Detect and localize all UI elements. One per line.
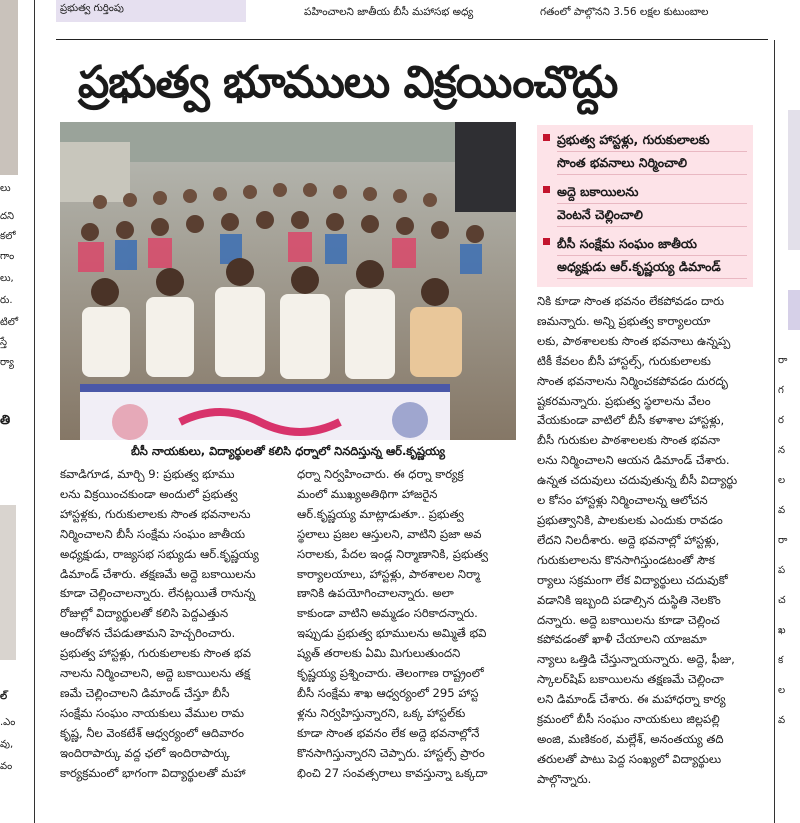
top-text-mid: పహించాలని జాతీయ బీసీ మహాసభ అధ్య — [304, 6, 474, 18]
article-line: సరాలకు, పేదల ఇండ్ల నిర్మాణానికి, ప్రభుత్వ — [297, 546, 488, 561]
article-line: వేయకుండా వాటిలో బీసీ కళాశాల హాస్టళ్లు, — [537, 413, 725, 428]
neighbour-text: వు, — [0, 739, 14, 750]
article-line: ష్యత్ తరాలకు ఏమి మిగులుతుందని — [297, 646, 461, 661]
article-line: భించి 27 సంవత్సరాలు కావస్తున్నా ఒక్కదా — [297, 765, 488, 780]
article-line: మంలో ముఖ్యఅతిథిగా హాజరైన — [297, 486, 438, 501]
article-line: ష్టకరమన్నారు. ప్రభుత్వ స్థలాలను వేలం — [537, 393, 711, 408]
neighbour-text: ర్యా — [0, 357, 14, 368]
highlight-line: వెంటనే చెల్లించాలి — [557, 204, 747, 227]
article-line: కృష్ణ, నీల వెంకటేశ్ ఆధ్వర్యంలో ఆదివారం — [60, 725, 244, 740]
neighbour-text: ఖ — [778, 625, 786, 636]
top-rule — [56, 39, 768, 40]
highlight-item — [543, 129, 747, 175]
article-line: ప్రభుత్వ హాస్టళ్లు, గురుకులాలకు సొంత భవ — [60, 646, 251, 661]
headline: ప్రభుత్వ భూములు విక్రయించొద్దు — [78, 57, 618, 108]
neighbour-text: స్తే — [0, 337, 8, 348]
article-line: ణానికి ఉపయోగించాలన్నారు. అలా — [297, 586, 454, 601]
article-line: స్కాలర్‌షిప్ బకాయిలను తక్షణమే చెల్లించా — [537, 672, 724, 687]
highlight-line: ప్రభుత్వ హాస్టళ్లు, గురుకులాలకు — [557, 129, 747, 152]
article-line: ణమన్నారు. అన్ని ప్రభుత్వ కార్యాలయా — [537, 313, 711, 328]
neighbour-article-left — [0, 0, 40, 823]
article-line: సొంత భవనాలను నిర్మించకపోవడం దురదృ — [537, 373, 728, 388]
column-rule-right — [774, 40, 775, 823]
neighbour-text: రు. — [0, 295, 13, 306]
article-line: కొనసాగిస్తున్నారని చెప్పారు. హాస్టల్స్ ప్రారం — [297, 745, 485, 760]
article-line: కృష్ణయ్య ప్రశ్నించారు. తెలంగాణ రాష్ట్రంలో — [297, 666, 484, 681]
square-bullet-icon — [543, 238, 550, 245]
article-line: లను నిర్మించాలని ఆయన డిమాండ్ చేశారు. — [537, 453, 730, 468]
highlight-item — [543, 233, 747, 279]
highlight-line: అధ్యక్షుడు ఆర్‌.కృష్ణయ్య డిమాండ్ — [557, 256, 747, 279]
neighbour-text: న — [778, 445, 786, 456]
neighbour-article-right — [768, 0, 800, 823]
neighbour-text: చ — [778, 595, 786, 606]
article-line: అంజి, మణికంఠ, మల్లేశ్, అనంతయ్య తది — [537, 731, 724, 746]
article-line: కార్యక్రమంలో భాగంగా విద్యార్థులతో మహా — [60, 765, 246, 780]
article-line: ప్రభుత్వానికి, పాలకులకు ఎందుకు రావడం — [537, 512, 723, 527]
neighbour-text: ల — [778, 685, 786, 696]
neighbour-text: దని — [0, 211, 15, 222]
article-column-2 — [297, 465, 517, 784]
neighbour-photo-top — [0, 0, 18, 175]
article-line: లేదని నిలదీశారు. అద్దె భవనాల్లో హాస్టళ్లు, — [537, 532, 720, 547]
article-line: కాకుండా వాటిని అమ్మడం సరికాదన్నారు. — [297, 606, 478, 621]
neighbour-photo-mid — [0, 505, 16, 660]
neighbour-text: క — [778, 655, 784, 666]
article-line: నాలను నిర్మించాలని, అద్దె బకాయిలను తక్ష — [60, 666, 251, 681]
article-line: కూడా చెల్లించాలన్నారు. లేనట్లయితే రానున్న — [60, 586, 256, 601]
dharna-photo — [60, 122, 516, 440]
article-line: గురుకులాలను కొనసాగిస్తుండటంతో సౌక — [537, 552, 715, 567]
article-line: లకు, పాఠశాలలకు సొంత భవనాలు ఉన్నప్ప — [537, 333, 731, 348]
article-line: ధర్నా నిర్వహించారు. ఈ ధర్నా కార్యక్ర — [297, 467, 464, 481]
article-line: డిమాండ్ చేశారు. తక్షణమే అద్దె బకాయిలను — [60, 566, 256, 581]
article-line: లని డిమాండ్ చేశారు. ఈ మహాధర్నా కార్య — [537, 692, 726, 707]
article-line: కార్యాలయాలు, హాస్టళ్లు, పాఠశాలల నిర్మా — [297, 566, 480, 581]
article-line: లను విక్రయించకుండా అందులో ప్రభుత్వ — [60, 486, 238, 501]
article-line: నిర్మించాలని బీసీ సంక్షేమ సంఘం జాతీయ — [60, 526, 246, 541]
neighbour-photo — [788, 110, 800, 250]
highlight-line: సొంత భవనాలు నిర్మించాలి — [557, 152, 747, 175]
article-line: టికీ కేవలం బీసీ హాస్టల్స్, గురుకులాలకు — [537, 353, 711, 368]
highlight-line: బీసీ సంక్షేమ సంఘం జాతీయ — [557, 233, 747, 256]
article-line: క్రమంలో బీసీ సంఘం నాయకులు జిల్లపల్లి — [537, 712, 720, 727]
article-line: న్యాలు ఒత్తిడి చేస్తున్నాయన్నారు. అద్దె, ఫీజు, — [537, 652, 735, 667]
top-box: ప్రభుత్వ గుర్తింపు — [56, 0, 246, 22]
article-line: స్థలాలు ప్రజల ఆస్తులని, వాటిని ప్రజా అవ — [297, 526, 482, 541]
article-line: కపోవడంతో ఖాళీ చేయాలని యాజమా — [537, 632, 707, 647]
crowd-photo-illustration — [60, 122, 516, 440]
article-line: బీసీ గురుకుల పాఠశాలలకు సొంత భవనా — [537, 433, 720, 448]
article-line: కూడా సొంత భవనం లేక అద్దె భవనాల్లోనే — [297, 725, 480, 740]
article-line: ఆందోళన చేపడుతామని హెచ్చరించారు. — [60, 626, 236, 641]
neighbour-text: రా — [778, 355, 788, 366]
top-text-right: గతంలో పాల్గొనని 3.56 లక్షల కుటుంబాల — [540, 6, 709, 18]
neighbour-text: .ఎం — [0, 717, 16, 728]
article-line: ణమే చెల్లించాలని డిమాండ్ చేస్తూ బీసీ — [60, 685, 230, 700]
article-line: ఆర్‌.కృష్ణయ్య మాట్లాడుతూ.. ప్రభుత్వ — [297, 506, 464, 521]
article-line: రోజుల్లో విద్యార్థులతో కలిసి పెద్దఎత్తున — [60, 606, 229, 621]
neighbour-text: వ — [778, 715, 786, 726]
previous-articles-strip — [56, 0, 768, 28]
square-bullet-icon — [543, 186, 550, 193]
article-line: ల కోసం హాస్టళ్లు నిర్మించాలన్న ఆలోచన — [537, 493, 708, 508]
article-line: పాల్గొన్నారు. — [537, 771, 592, 786]
neighbour-text: లు — [0, 183, 11, 194]
article-column-3 — [537, 292, 759, 790]
photo-caption: బీసీ నాయకులు, విద్యార్థులతో కలిసి ధర్నాలో నినదిస్తున్న ఆర్‌.కృష్ణయ్య — [60, 440, 516, 462]
neighbour-text: ర — [778, 415, 784, 426]
article-line: వడానికి ఇబ్బంది పడాల్సిన దుస్థితి నెలకొం — [537, 592, 721, 607]
neighbour-text: లు, — [0, 273, 14, 284]
neighbour-text: గాం — [0, 251, 15, 262]
article-line: దన్నారు. అద్దె బకాయిలను కూడా చెల్లించ — [537, 612, 720, 627]
highlight-item — [543, 181, 747, 227]
highlight-line: అద్దె బకాయిలను — [557, 181, 747, 204]
neighbour-text: టిలో — [0, 317, 19, 328]
square-bullet-icon — [543, 134, 550, 141]
article-line: ఇందిరాపార్కు వద్ద ఛలో ఇందిరాపార్కు — [60, 745, 230, 760]
neighbour-text: ప — [778, 565, 786, 576]
neighbour-text: రా — [778, 535, 788, 546]
article-line: కవాడిగూడ, మార్చి 9: ప్రభుత్వ భూము — [60, 467, 235, 481]
article-line: నికి కూడా సొంత భవనం లేకపోవడం దారు — [537, 294, 724, 308]
article-line: ఉన్నత చదువులు చదువుతున్న బీసీ విద్యార్థు — [537, 473, 738, 488]
neighbour-box — [788, 290, 800, 330]
neighbour-text: గ — [778, 385, 784, 396]
neighbour-text: వం — [0, 761, 13, 772]
highlights-box — [537, 125, 753, 287]
article-line: అధ్యక్షుడు, రాజ్యసభ సభ్యుడు ఆర్‌.కృష్ణయ్య — [60, 546, 259, 561]
neighbour-text: ల — [778, 475, 786, 486]
neighbour-text: వ — [778, 505, 786, 516]
article-line: బీసీ సంక్షేమ శాఖ ఆధ్వర్యంలో 295 హాస్ట — [297, 685, 479, 700]
article-column-1 — [60, 465, 276, 784]
neighbour-text: కలో — [0, 231, 16, 242]
neighbour-text: ల్ — [0, 691, 8, 702]
article-line: సంక్షేమ సంఘం నాయకులు వేముల రామ — [60, 705, 244, 720]
article-line: ర్యాలు సక్రమంగా లేక విద్యార్థులు చదువుకో — [537, 572, 728, 587]
article-line: తరులతో పాటు పెద్ద సంఖ్యలో విద్యార్థులు — [537, 751, 722, 766]
article-line: ళ్లను నిర్వహిస్తున్నారని, ఒక్క హాస్టల్‌కు — [297, 705, 466, 720]
neighbour-text: తి — [0, 414, 11, 427]
article-line: ఇప్పుడు ప్రభుత్వ భూములను అమ్మితే భవి — [297, 626, 487, 641]
article-line: హాస్టళ్లకు, గురుకులాలకు సొంత భవనాలను — [60, 506, 251, 521]
